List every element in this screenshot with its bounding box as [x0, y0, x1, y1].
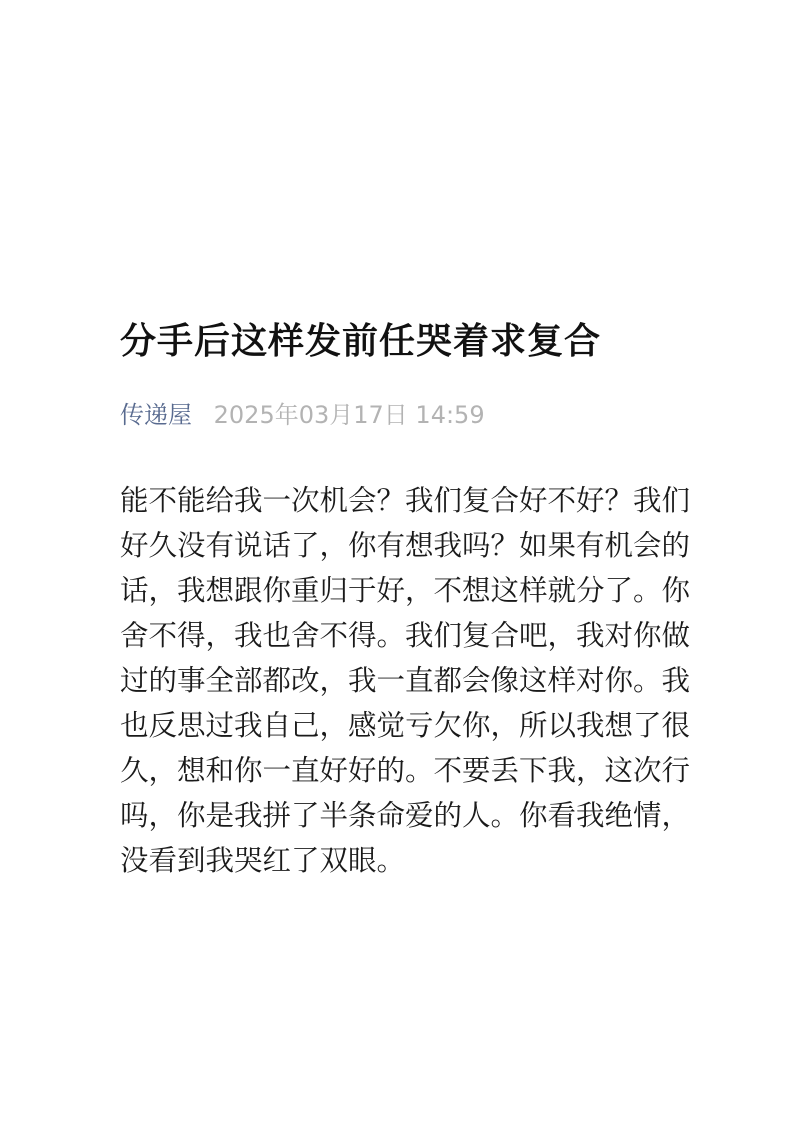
- author-name[interactable]: 传递屋: [120, 401, 192, 429]
- article-meta: [120, 398, 690, 432]
- article-title: 分手后这样发前任哭着求复合: [120, 321, 602, 362]
- article-body: 能不能给我一次机会？我们复合好不好？我们好久没有说话了，你有想我吗？如果有机会的话，我想跟你重归于好，不想这样就分了。你舍不得，我也舍不得。我们复合吧，我对你做过的事全部都改，我一直都会像这样对你。我也反思过我自己，感觉亏欠你，所以我想了很久，想和你一直好好的。不要丢下我，这次行吗，你是我拼了半条命爱的人。你看我绝情，没看到我哭红了双眼。: [120, 484, 691, 877]
- article: [120, 316, 690, 883]
- publish-date: 2025年03月17日 14:59: [213, 401, 485, 429]
